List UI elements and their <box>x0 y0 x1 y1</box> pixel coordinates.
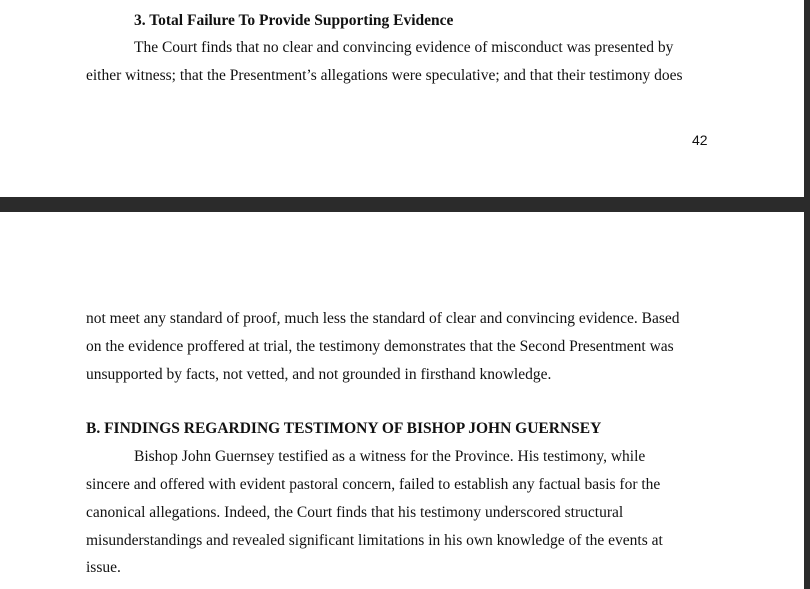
paragraph-line: sincere and offered with evident pastoral concern, failed to establish any factual basis for the <box>86 476 661 493</box>
paragraph-line: Bishop John Guernsey testified as a witness for the Province. His testimony, while <box>134 448 646 465</box>
page-43 <box>0 212 804 589</box>
paragraph-line: not meet any standard of proof, much less the standard of clear and convincing evidence. Based <box>86 310 680 327</box>
paragraph-line: misunderstandings and revealed significant limitations in his own knowledge of the events at <box>86 532 663 549</box>
paragraph-line: on the evidence proffered at trial, the testimony demonstrates that the Second Presentment was <box>86 338 674 355</box>
section-heading: B. FINDINGS REGARDING TESTIMONY OF BISHOP JOHN GUERNSEY <box>86 420 602 437</box>
paragraph-line: unsupported by facts, not vetted, and not grounded in firsthand knowledge. <box>86 366 552 383</box>
page-42 <box>0 0 804 197</box>
subsection-heading: 3. Total Failure To Provide Supporting Evidence <box>134 12 454 29</box>
paragraph-line: The Court finds that no clear and convincing evidence of misconduct was presented by <box>134 39 674 56</box>
paragraph-line: either witness; that the Presentment’s allegations were speculative; and that their testimony does <box>86 67 683 84</box>
paragraph-line: issue. <box>86 559 121 576</box>
viewer-edge <box>804 0 810 589</box>
paragraph-line: canonical allegations. Indeed, the Court finds that his testimony underscored structural <box>86 504 624 521</box>
page-number: 42 <box>692 132 708 148</box>
